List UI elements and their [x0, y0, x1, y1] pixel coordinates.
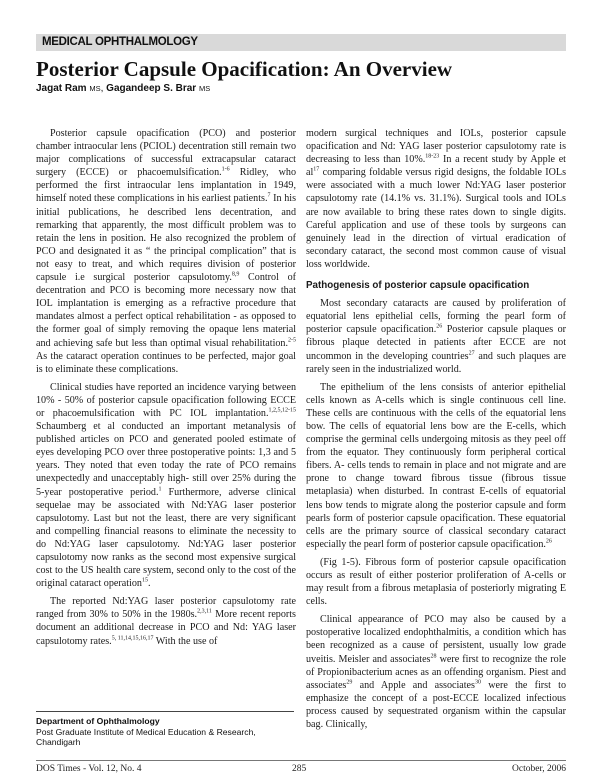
- author-degree: MS: [198, 84, 211, 93]
- section-label: MEDICAL OPHTHALMOLOGY: [42, 36, 198, 48]
- body-column-right: [306, 127, 566, 759]
- author-separator: ,: [100, 83, 107, 94]
- body-paragraph: [306, 381, 566, 551]
- citation-superscript: 8,9: [231, 271, 240, 278]
- citation-superscript: 17: [313, 166, 320, 173]
- author-degree: MS: [89, 84, 101, 93]
- footer-journal: DOS Times - Vol. 12, No. 4: [36, 764, 142, 774]
- citation-superscript: 1,2,5,12-15: [268, 407, 296, 414]
- body-paragraph: [36, 595, 296, 647]
- paragraph-text: were first to recognize the role of Propionibacterium acnes as an offending organism. Piest and associates: [306, 653, 566, 691]
- author-name: Gagandeep S. Brar: [106, 83, 197, 94]
- paragraph-text: In his initial publications, he described lens decentration, and remarking that apparently, the most difficult problem was to retain the lens in position. He also recognized the problem of PCO and designated it as “ the principal complication” that is not easy to treat, and which requires division of posterior capsule i.e surgical posterior capsulotomy.: [36, 193, 296, 284]
- paragraph-text: The epithelium of the lens consists of anterior epithelial cells known as A-cells which is single continuous cell line. These cells are continuous with the cells of the equatorial lens bow. The cells of equatorial lens bow are the E-cells, which comprise the germinal cells undergoing mitosis as they peel off from the equator. They continuously form peripheral cortical fibers. A- cells tends to remain in place and not migrate and are prone to change toward fibrous tissue (fibrous tissue metaplasia) when disturbed. In contrast E-cells of equatorial lens bow tends to migrate along the posterior capsule and form pearls form of posterior capsule opacification. These equatorial cells are the primary source of classical secondary cataract especially the pearl form of posterior capsule opacification.: [306, 381, 566, 550]
- citation-superscript: 29: [346, 679, 353, 686]
- citation-superscript: 26: [545, 538, 552, 545]
- section-heading: Pathogenesis of posterior capsule opacification: [306, 280, 530, 292]
- affiliation-city: Chandigarh: [36, 737, 81, 748]
- citation-superscript: 5, 11,14,15,16,17: [111, 635, 154, 642]
- body-paragraph: [36, 127, 296, 376]
- citation-superscript: 15: [141, 577, 148, 584]
- citation-superscript: 7: [267, 193, 271, 200]
- citation-superscript: 2-5: [288, 337, 296, 344]
- body-column-left: [36, 127, 296, 707]
- paragraph-text: were the first to emphasize the concept of a post-ECCE localized infectious process caused by sequestrated organism within the capsular bag. Clinically,: [306, 679, 566, 731]
- paragraph-text: Most secondary cataracts are caused by proliferation of equatorial lens epithelial cells, forming the pearl form of posterior capsule opacification.: [306, 298, 566, 336]
- paragraph-text: Control of decentration and PCO is becoming more necessary now that IOL implantation is emerging as a refractive procedure that mandates almost a perfect optical rehabilitation - as opposed to the former goal of simply removing the opaque lens material and achieving safe but less than optimal visual rehabilitation.: [36, 272, 296, 349]
- body-paragraph: [36, 381, 296, 591]
- section-banner: [36, 34, 566, 51]
- paragraph-text: The reported Nd:YAG laser posterior capsulotomy rate ranged from 30% to 50% in the 1980s.: [36, 596, 296, 621]
- body-paragraph: [306, 613, 566, 731]
- body-paragraph: [306, 556, 566, 608]
- paragraph-text: and such plaques are rarely seen in the industrialized world.: [306, 350, 566, 375]
- citation-superscript: 1: [158, 486, 162, 493]
- paragraph-text: Ridley, who performed the first intraocular lens implantation in 1949, himself noted these complications in his earliest patients.: [36, 167, 296, 205]
- citation-superscript: 18-23: [425, 153, 440, 160]
- paragraph-text: comparing foldable versus rigid designs, the foldable IOLs were associated with a much lower Nd:YAG laser posterior capsulotomy rate (14.1% vs. 31.1%). Surgical tools and IOLs are now available to bring these rates down to single digits. Careful application and use of these tools by surgeons can genuinely lead in the direction of virtual eradication of secondary cataract, the second most common cause of visual loss worldwide.: [306, 167, 566, 270]
- page-number: 285: [292, 764, 307, 774]
- paragraph-text: In a recent study by Apple et al: [306, 154, 566, 179]
- affiliation-department: Department of Ophthalmology: [36, 716, 160, 726]
- author-name: Jagat Ram: [36, 83, 87, 94]
- paragraph-text: Clinical appearance of PCO may also be caused by a postoperative localized endophthalmitis, a condition which has been recognized as a cause of persistent, usually low grade uveitis. Meisler and associates: [306, 614, 566, 665]
- paragraph-text: Clinical studies have reported an incidence varying between 10% - 50% of posterior capsule opacification following ECCE or phacoemulsification with PC IOL implantation.: [36, 381, 296, 419]
- citation-superscript: 26: [436, 323, 443, 330]
- citation-superscript: 1-6: [221, 166, 230, 173]
- paragraph-text: Schaumberg et al conducted an important metanalysis of published articles on PCO and generated pooled estimate of eyes developing PCO over three postoperative points: 1,3 and 5 years. They noted that even today the rate of PCO remains unexpectedly and unacceptably high- still over 25% during the 5-year postoperative period.: [36, 421, 296, 498]
- paragraph-text: With the use of: [153, 635, 218, 647]
- paragraph-text: (Fig 1-5). Fibrous form of posterior capsule opacification occurs as result of either posterior proliferation of A-cells or may result from a fibrous metaplasia of posteriorly migrating E cells.: [306, 556, 566, 608]
- body-paragraph: [306, 297, 566, 376]
- paragraph-text: and Apple and associates: [352, 679, 475, 691]
- citation-superscript: 28: [430, 653, 437, 660]
- article-title: Posterior Capsule Opacification: An Overview: [36, 57, 453, 81]
- paragraph-text: More recent reports document an additional decrease in PCO and Nd: YAG laser capsulotomy rates.: [36, 609, 296, 647]
- affiliation-institute: Post Graduate Institute of Medical Education & Research,: [36, 726, 256, 737]
- footer-divider: [36, 760, 566, 761]
- citation-superscript: 27: [468, 350, 475, 357]
- paragraph-text: As the cataract operation continues to be perfected, major goal is to eliminate these complications.: [36, 350, 296, 375]
- citation-superscript: 30: [474, 679, 481, 686]
- paragraph-text: modern surgical techniques and IOLs, posterior capsule opacification and Nd: YAG laser posterior capsulotomy rate is decreasing to less than 10%.: [306, 128, 566, 166]
- paragraph-text: Posterior capsule opacification (PCO) and posterior chamber intraocular lens (PCIOL) decentration still remain two major complications of successful extracapsular cataract surgery (ECCE) or phacoemulsification.: [36, 128, 296, 179]
- citation-superscript: 2,3,11: [197, 609, 212, 616]
- affiliation-block: [36, 716, 304, 748]
- paragraph-text: Furthermore, adverse clinical sequelae may be associated with Nd:YAG laser posterior capsulotomy. Last but not the least, there are very significant and compelling financial reasons to eliminate the necessity to do Nd:YAG laser capsulotomy. Nd:YAG laser posterior capsulotomy now ranks as the second most expensive surgical cost to the US health care system, second only to the cost of the original cataract operation: [36, 486, 296, 590]
- paragraph-text: Posterior capsule plaques or fibrous plaque detected in patients after ECCE are not uncommon in the developing countries: [306, 324, 566, 362]
- footer-date: October, 2006: [512, 764, 566, 774]
- body-paragraph: [306, 127, 566, 271]
- paragraph-text: .: [147, 578, 151, 590]
- author-line: [36, 83, 210, 94]
- affiliation-divider: [36, 711, 294, 712]
